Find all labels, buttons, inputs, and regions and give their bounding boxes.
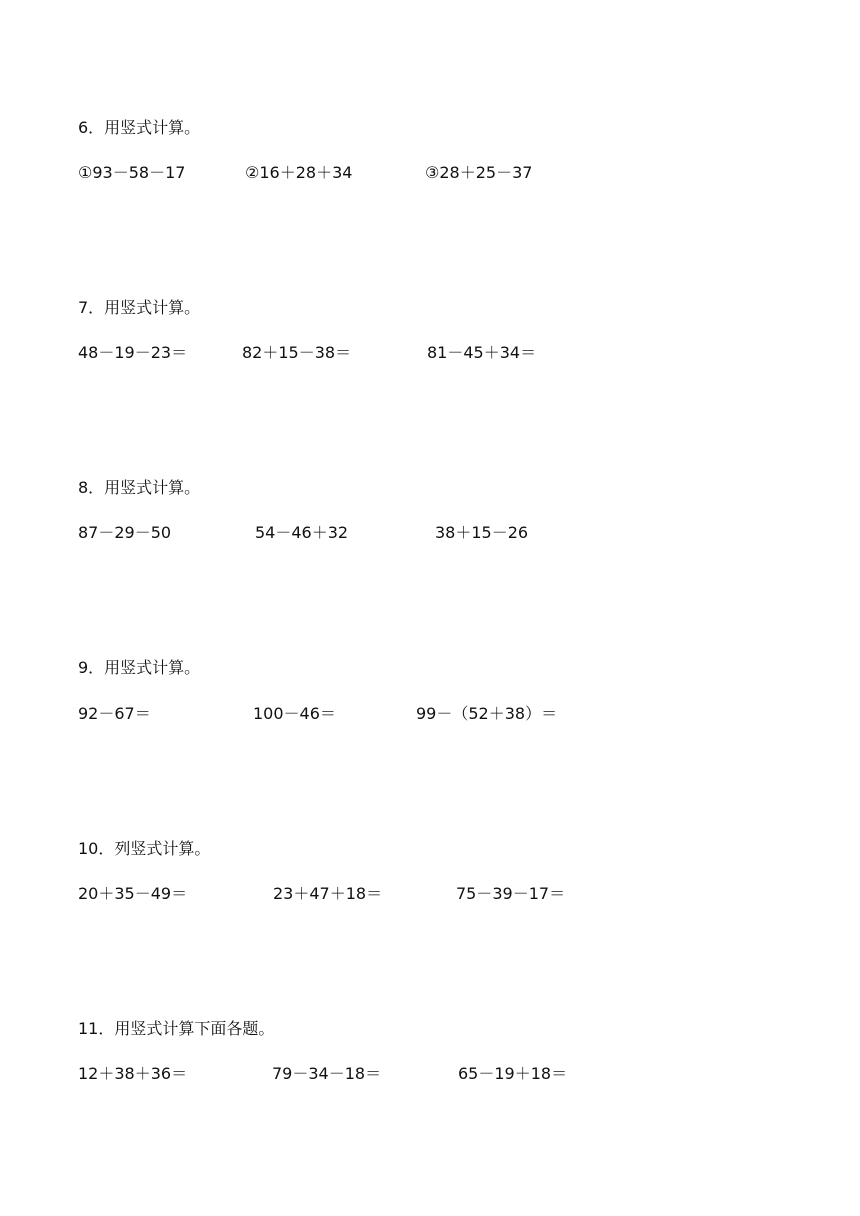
question-6-problem-3: ③28＋25－37: [425, 163, 533, 182]
question-8-problem-3: 38＋15－26: [435, 523, 529, 542]
question-7-problem-3: 81－45＋34＝: [427, 343, 537, 362]
question-6-problem-2: ②16＋28＋34: [245, 163, 353, 182]
question-8-problem-1: 87－29－50: [78, 523, 172, 542]
question-8-problem-2: 54－46＋32: [255, 523, 349, 542]
question-6-title: 6．用竖式计算。: [78, 118, 201, 137]
question-9-title: 9．用竖式计算。: [78, 658, 201, 677]
question-10-problem-3: 75－39－17＝: [456, 884, 566, 903]
question-7-title: 7．用竖式计算。: [78, 298, 201, 317]
question-6-problem-1: ①93－58－17: [78, 163, 186, 182]
question-9-problem-1: 92－67＝: [78, 704, 151, 723]
question-9-problem-2: 100－46＝: [253, 704, 336, 723]
question-10-title: 10．列竖式计算。: [78, 839, 211, 858]
question-8-title: 8．用竖式计算。: [78, 478, 201, 497]
question-7-problem-1: 48－19－23＝: [78, 343, 188, 362]
question-9-problem-3: 99－（52＋38）＝: [416, 704, 558, 723]
question-11-problem-1: 12＋38＋36＝: [78, 1064, 188, 1083]
question-11-problem-2: 79－34－18＝: [272, 1064, 382, 1083]
question-7-problem-2: 82＋15－38＝: [242, 343, 352, 362]
question-11-title: 11．用竖式计算下面各题。: [78, 1019, 275, 1038]
question-10-problem-2: 23＋47＋18＝: [273, 884, 383, 903]
question-10-problem-1: 20＋35－49＝: [78, 884, 188, 903]
question-11-problem-3: 65－19＋18＝: [458, 1064, 568, 1083]
